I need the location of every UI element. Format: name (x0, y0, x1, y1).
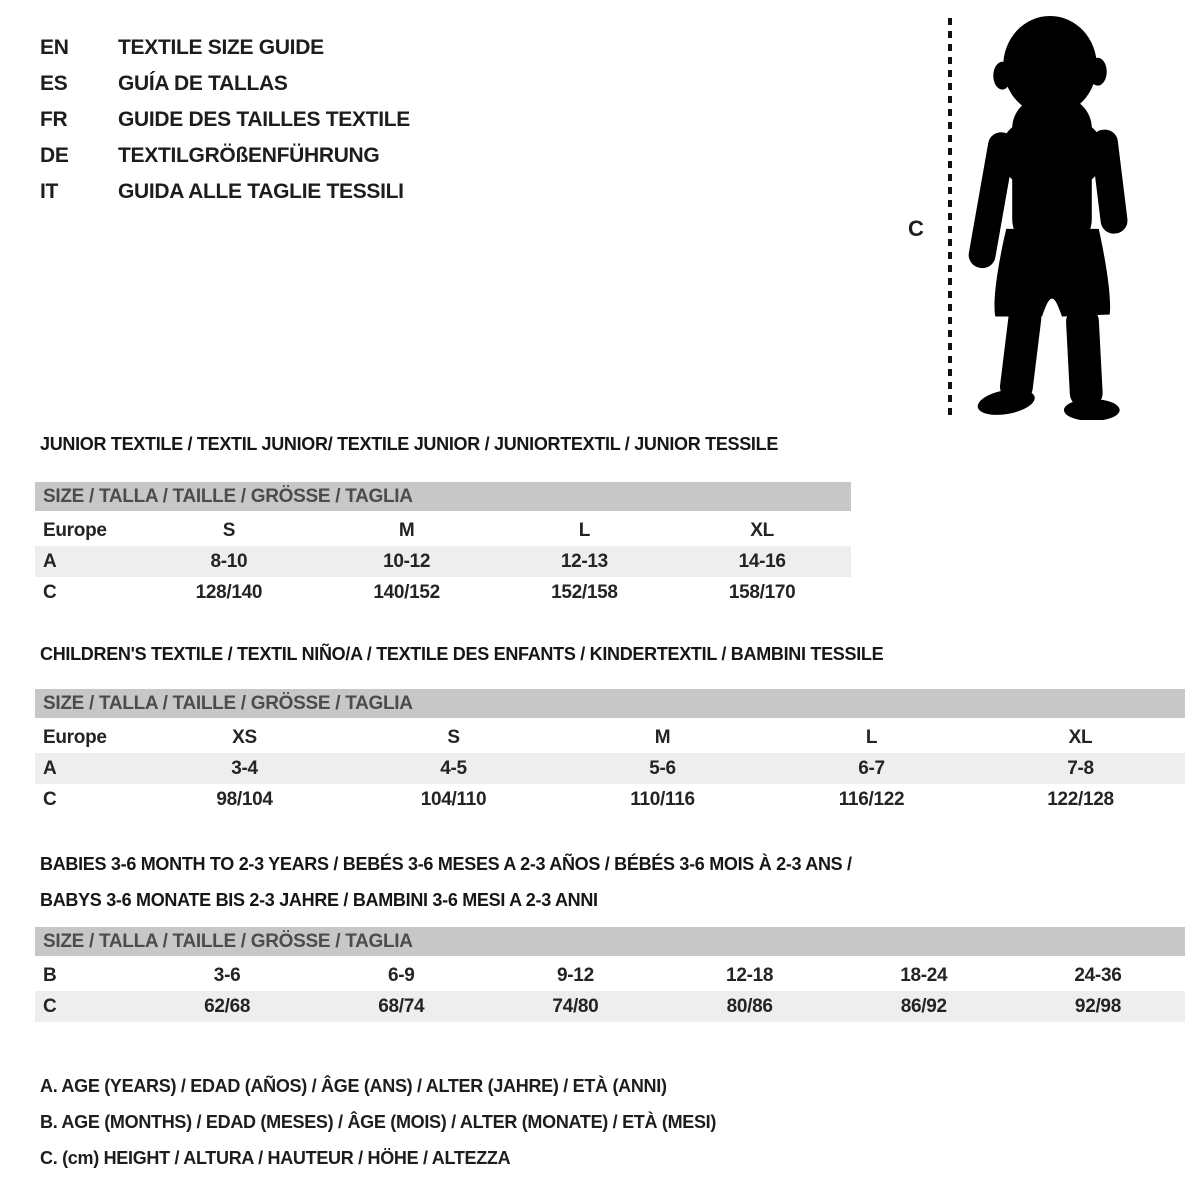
language-row (40, 138, 410, 174)
table-cell: XL (1068, 726, 1093, 748)
children-size-table (35, 689, 1185, 815)
size-header-bar: SIZE / TALLA / TAILLE / GRÖSSE / TAGLIA (35, 927, 1185, 956)
table-cell: L (865, 726, 878, 748)
table-row (35, 546, 851, 577)
language-row (40, 174, 410, 210)
language-label: GUÍA DE TALLAS (118, 72, 288, 95)
size-header-bar: SIZE / TALLA / TAILLE / GRÖSSE / TAGLIA (35, 482, 851, 511)
height-dimension-line (948, 18, 952, 416)
table-cell: S (447, 726, 460, 748)
babies-section-title (40, 846, 852, 918)
table-cell: 6-9 (387, 964, 415, 986)
table-cell: 116/122 (838, 788, 905, 810)
table-cell: 140/152 (373, 581, 440, 603)
children-section-title: CHILDREN'S TEXTILE / TEXTIL NIÑO/A / TEXTILE DES ENFANTS / KINDERTEXTIL / BAMBINI TESSILE (40, 644, 884, 664)
table-cell: 110/116 (630, 788, 695, 810)
table-cell: 68/74 (378, 995, 425, 1017)
table-row (35, 784, 1185, 815)
row-label: Europe (43, 519, 107, 541)
legend-line-b: B. AGE (MONTHS) / EDAD (MESES) / ÂGE (MOIS) / ALTER (MONATE) / ETÀ (MESI) (40, 1112, 717, 1132)
table-row (35, 722, 1185, 753)
junior-table-rows (35, 515, 851, 608)
table-cell: M (398, 519, 415, 541)
table-cell: 98/104 (216, 788, 273, 810)
table-cell: XL (750, 519, 774, 541)
legend-line-c: C. (cm) HEIGHT / ALTURA / HAUTEUR / HÖHE / ALTEZZA (40, 1148, 511, 1168)
language-label: TEXTILE SIZE GUIDE (118, 36, 324, 59)
table-cell: 92/98 (1074, 995, 1121, 1017)
row-label: C (43, 581, 57, 603)
row-label: B (43, 964, 57, 986)
children-table-rows (35, 722, 1185, 815)
table-cell: XS (232, 726, 257, 748)
language-row (40, 66, 410, 102)
legend (40, 1068, 716, 1176)
babies-table-rows (35, 960, 1185, 1022)
table-cell: 5-6 (649, 757, 676, 779)
babies-title-line1: BABIES 3-6 MONTH TO 2-3 YEARS / BEBÉS 3-6 MESES A 2-3 AÑOS / BÉBÉS 3-6 MOIS À 2-3 ANS / (40, 854, 852, 874)
row-label: A (43, 550, 57, 572)
table-row (35, 753, 1185, 784)
dimension-label-c: C (908, 216, 924, 241)
table-cell: 14-16 (738, 550, 786, 572)
table-cell: 86/92 (900, 995, 947, 1017)
table-cell: 74/80 (552, 995, 599, 1017)
junior-size-table (35, 482, 851, 608)
table-cell: L (578, 519, 591, 541)
language-label: GUIDA ALLE TAGLIE TESSILI (118, 180, 404, 203)
table-row (35, 991, 1185, 1022)
babies-title-line2: BABYS 3-6 MONATE BIS 2-3 JAHRE / BAMBINI 3-6 MESI A 2-3 ANNI (40, 890, 598, 910)
legend-line-a: A. AGE (YEARS) / EDAD (AÑOS) / ÂGE (ANS) / ALTER (JAHRE) / ETÀ (ANNI) (40, 1076, 667, 1096)
row-label: C (43, 995, 57, 1017)
table-cell: S (222, 519, 236, 541)
language-code: FR (40, 108, 68, 131)
table-cell: 158/170 (728, 581, 796, 603)
language-label: TEXTILGRÖßENFÜHRUNG (118, 144, 380, 167)
table-cell: 7-8 (1067, 757, 1094, 779)
table-cell: 4-5 (440, 757, 467, 779)
baby-silhouette (962, 12, 1142, 420)
language-row (40, 30, 410, 66)
table-cell: 9-12 (557, 964, 594, 986)
table-cell: 128/140 (195, 581, 263, 603)
language-code: IT (40, 180, 59, 203)
table-cell: 8-10 (210, 550, 248, 572)
table-cell: 6-7 (858, 757, 885, 779)
table-cell: 24-36 (1074, 964, 1122, 986)
table-cell: 3-6 (213, 964, 241, 986)
language-label: GUIDE DES TAILLES TEXTILE (118, 108, 410, 131)
table-cell: 62/68 (204, 995, 251, 1017)
table-cell: 152/158 (551, 581, 618, 603)
language-list (40, 30, 410, 210)
table-cell: 104/110 (420, 788, 487, 810)
table-cell: 3-4 (231, 757, 258, 779)
table-cell: 10-12 (383, 550, 431, 572)
babies-size-table (35, 927, 1185, 1022)
language-code: ES (40, 72, 68, 95)
table-cell: M (654, 726, 671, 748)
table-cell: 122/128 (1047, 788, 1114, 810)
table-cell: 18-24 (900, 964, 948, 986)
language-code: DE (40, 144, 69, 167)
junior-section-title: JUNIOR TEXTILE / TEXTIL JUNIOR/ TEXTILE JUNIOR / JUNIORTEXTIL / JUNIOR TESSILE (40, 434, 779, 454)
row-label: A (43, 757, 57, 779)
language-row (40, 102, 410, 138)
table-row (35, 577, 851, 608)
row-label: Europe (43, 726, 107, 748)
table-row (35, 515, 851, 546)
table-cell: 12-13 (560, 550, 608, 572)
row-label: C (43, 788, 57, 810)
language-code: EN (40, 36, 69, 59)
size-header-bar: SIZE / TALLA / TAILLE / GRÖSSE / TAGLIA (35, 689, 1185, 718)
table-row (35, 960, 1185, 991)
table-cell: 12-18 (726, 964, 774, 986)
table-cell: 80/86 (726, 995, 773, 1017)
